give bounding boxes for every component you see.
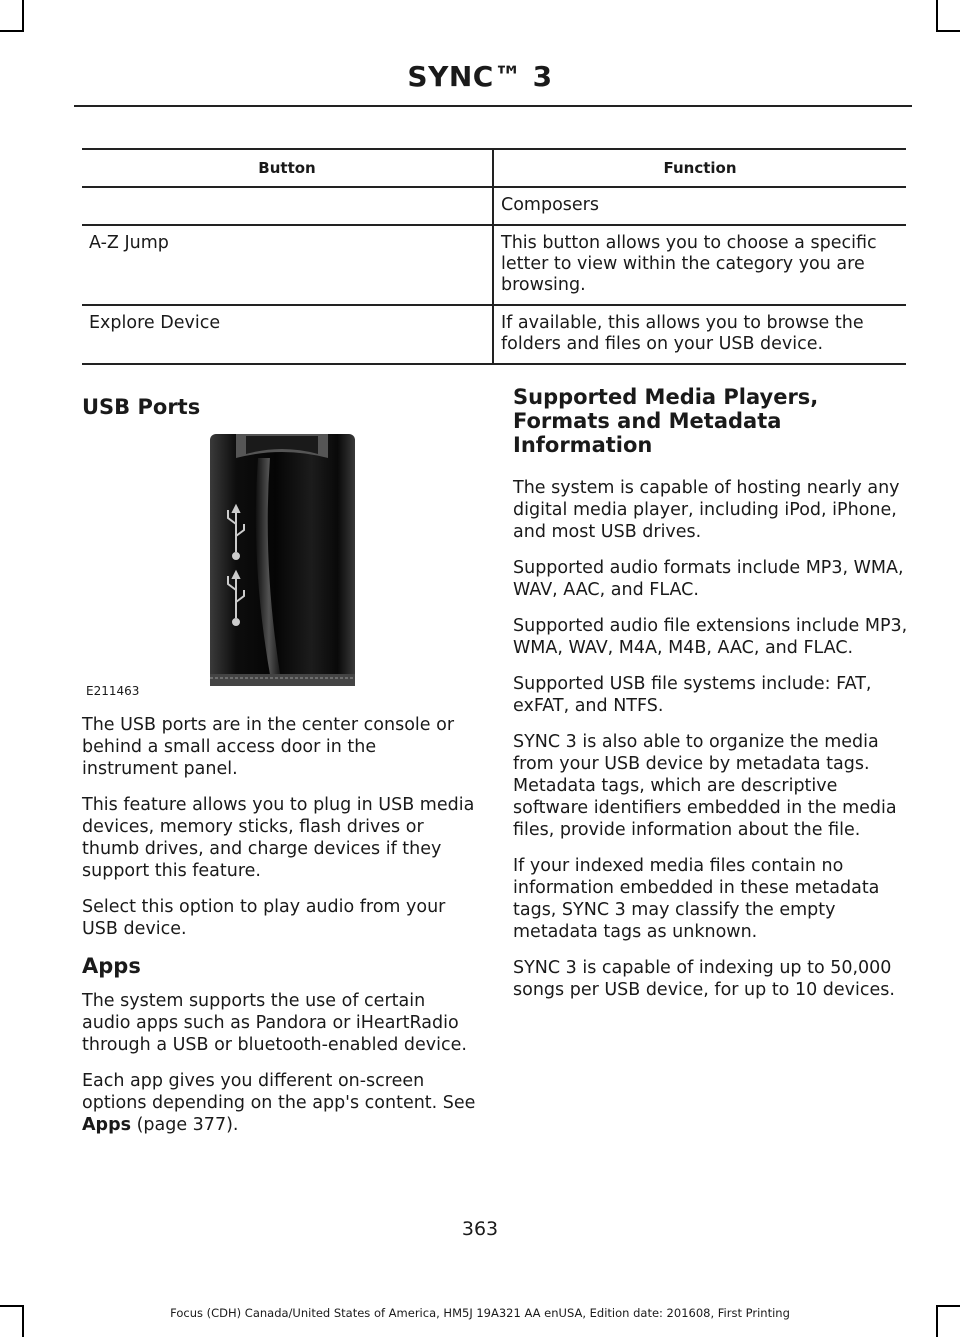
apps-link[interactable]: Apps xyxy=(82,1115,132,1135)
table-cell-button: Explore Device xyxy=(82,305,493,364)
table-row xyxy=(82,225,906,305)
column-header-button: Button xyxy=(82,149,493,187)
paragraph: Supported audio file extensions include MP3, WMA, WAV, M4A, M4B, AAC, and FLAC. xyxy=(513,616,908,658)
left-column-body xyxy=(82,714,477,1150)
right-column xyxy=(513,385,911,1015)
crop-mark xyxy=(22,0,24,30)
paragraph: Select this option to play audio from your USB device. xyxy=(82,897,446,939)
crop-mark xyxy=(936,0,938,30)
apps-ref-text: Each app gives you different on-screen options depending on the app's content. See xyxy=(82,1071,476,1113)
table-cell-button xyxy=(82,187,493,225)
column-header-function: Function xyxy=(493,149,906,187)
function-table xyxy=(82,148,906,365)
paragraph: The system supports the use of certain audio apps such as Pandora or iHeartRadio through a USB or bluetooth-enabled device. xyxy=(82,991,467,1055)
usb-ports-heading: USB Ports xyxy=(82,395,201,419)
figure-code: E211463 xyxy=(86,684,140,698)
paragraph xyxy=(82,1070,477,1136)
table-cell-button: A-Z Jump xyxy=(82,225,493,305)
left-column xyxy=(82,395,477,419)
paragraph: SYNC 3 is capable of indexing up to 50,000 songs per USB device, for up to 10 devices. xyxy=(513,958,895,1000)
crop-mark xyxy=(0,30,24,32)
table-row xyxy=(82,187,906,225)
table-row xyxy=(82,305,906,364)
paragraph: If your indexed media files contain no information embedded in these metadata tags, SYNC 3 may classify the empty metadata tags as unknown. xyxy=(513,856,880,942)
table-cell-function: If available, this allows you to browse the folders and files on your USB device. xyxy=(493,305,906,364)
page-title: SYNC™ 3 xyxy=(407,60,553,93)
media-players-heading: Supported Media Players, Formats and Metadata Information xyxy=(513,385,819,457)
apps-heading: Apps xyxy=(82,954,141,978)
table-cell-function: Composers xyxy=(493,187,906,225)
apps-ref-page: (page 377). xyxy=(131,1115,239,1135)
table-cell-function: This button allows you to choose a specific letter to view within the category you are browsing. xyxy=(493,225,906,305)
paragraph: Supported USB file systems include: FAT, exFAT, and NTFS. xyxy=(513,674,872,716)
paragraph: SYNC 3 is also able to organize the media from your USB device by metadata tags. Metadata tags, which are descriptive software identifiers embedded in the media files, provide information about the file. xyxy=(513,732,897,840)
footer-text: Focus (CDH) Canada/United States of America, HM5J 19A321 AA enUSA, Edition date: 201608, First Printing xyxy=(170,1306,790,1320)
paragraph: The system is capable of hosting nearly any digital media player, including iPod, iPhone, and most USB drives. xyxy=(513,478,900,542)
header-rule xyxy=(74,105,912,107)
usb-port-illustration xyxy=(86,428,476,690)
usb-ports-figure xyxy=(86,428,476,690)
page-number: 363 xyxy=(461,1218,499,1240)
table-header-row xyxy=(82,149,906,187)
crop-mark xyxy=(936,30,960,32)
paragraph: This feature allows you to plug in USB media devices, memory sticks, flash drives or thumb drives, and charge devices if they support this feature. xyxy=(82,795,475,881)
paragraph: Supported audio formats include MP3, WMA, WAV, AAC, and FLAC. xyxy=(513,558,904,600)
paragraph: The USB ports are in the center console or behind a small access door in the instrument panel. xyxy=(82,715,455,779)
